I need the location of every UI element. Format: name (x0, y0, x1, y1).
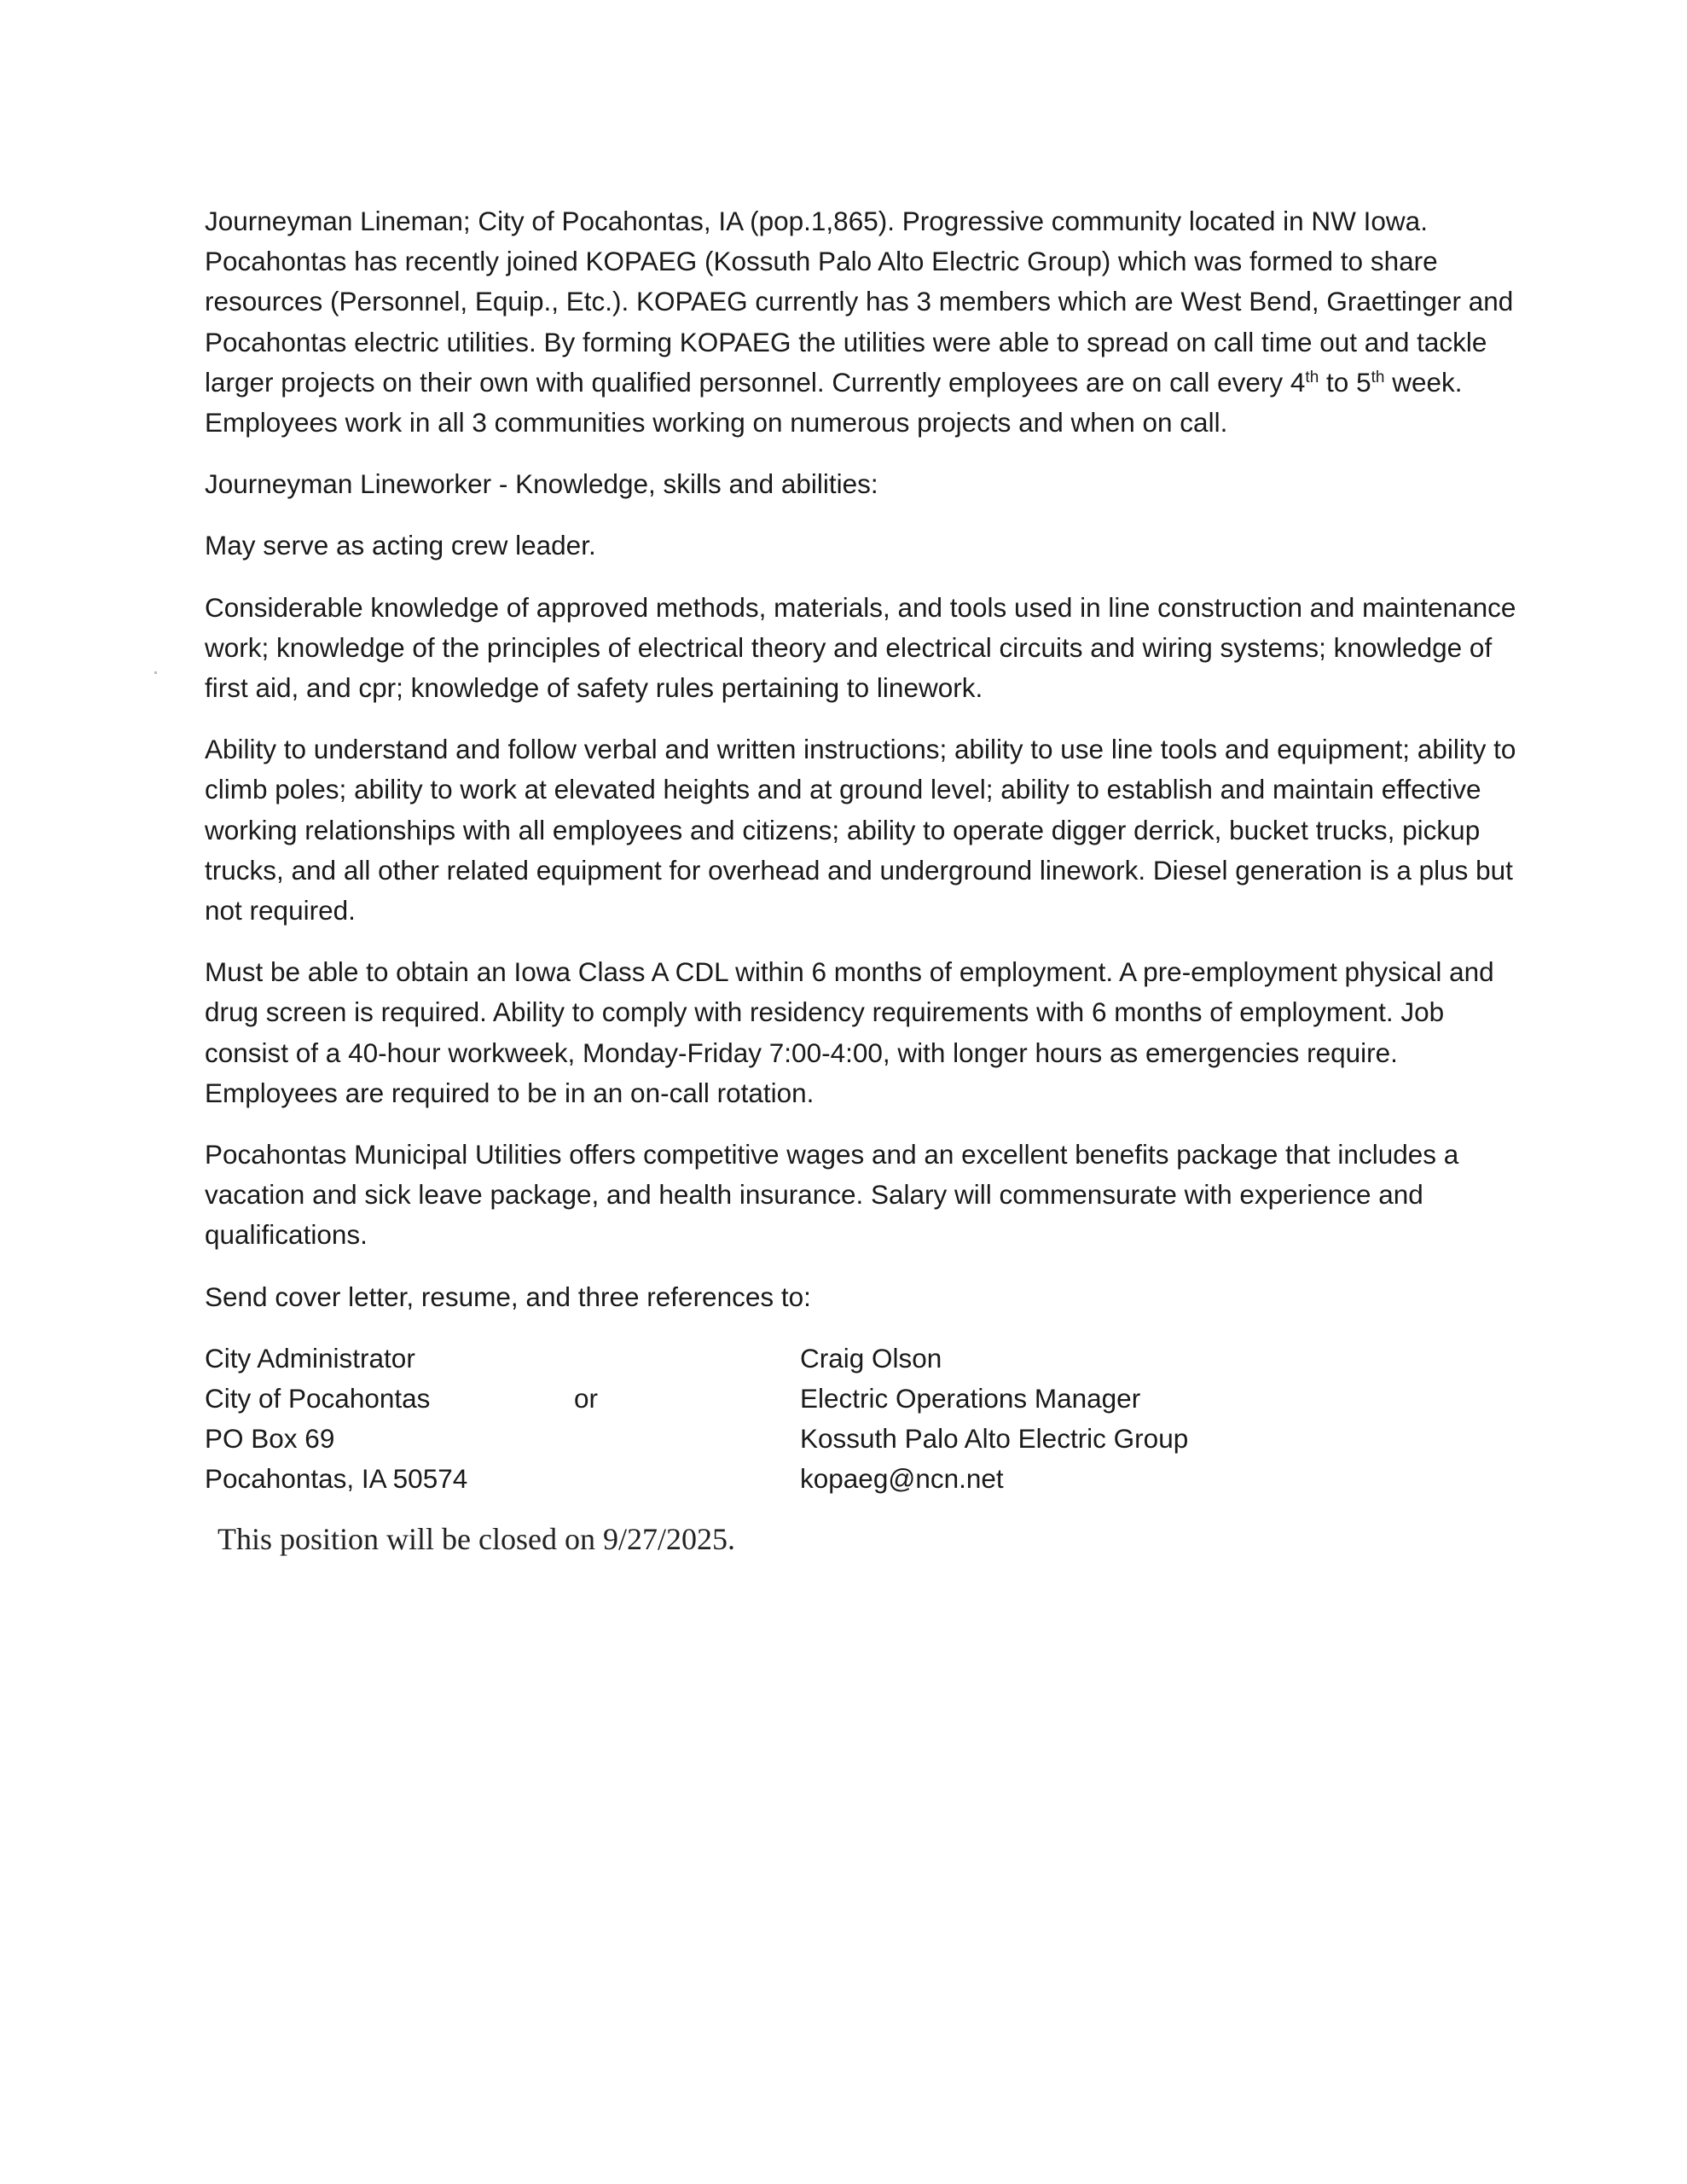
intro-paragraph (205, 201, 1518, 443)
section-heading: Journeyman Lineworker - Knowledge, skills and abilities: (205, 468, 878, 500)
contact-email[interactable]: kopaeg@ncn.net (800, 1463, 1004, 1495)
intro-superscript-2: th (1371, 368, 1385, 386)
contact-block (205, 1339, 1518, 1501)
scan-speck (154, 671, 157, 674)
paragraph-abilities: Ability to understand and follow verbal and written instructions; ability to use line tools and equipment; ability to climb poles; ability to work at elevated heights and at ground level; ability to establish and maintain effective working relationships with all employees and citizens; ability to operate digger derrick, bucket trucks, pickup trucks, and all other related equipment for overhead and underground linework. Diesel generation is a plus but not required. (205, 734, 1516, 926)
intro-superscript-1: th (1305, 368, 1319, 386)
contact-line: PO Box 69 (205, 1423, 335, 1455)
document-body (205, 201, 1518, 1501)
paragraph-knowledge: Considerable knowledge of approved methods, materials, and tools used in line construction and maintenance work; knowledge of the principles of electrical theory and electrical circuits and wiring systems; knowledge of first aid, and cpr; knowledge of safety rules pertaining to linework. (205, 591, 1516, 704)
intro-text-2: week. Employees work in all 3 communities working on numerous projects and when on call. (205, 366, 1463, 439)
contact-line: Kossuth Palo Alto Electric Group (800, 1423, 1189, 1455)
intro-text-mid: to (1319, 366, 1357, 398)
contact-line: Craig Olson (800, 1342, 942, 1374)
intro-text-1: Journeyman Lineman; City of Pocahontas, IA (pop.1,865). Progressive community located in NW Iowa. Pocahontas has recently joined KOPAEG (Kossuth Palo Alto Electric Group) which was formed to share resources (Personnel, Equip., Etc.). KOPAEG currently has 3 members which are West Bend, Graettinger and Pocahontas electric utilities. By forming KOPAEG the utilities were able to spread on call time out and tackle larger projects on their own with qualified personnel. Currently employees are on call every (205, 206, 1514, 398)
intro-num-1: 4 (1290, 366, 1306, 398)
paragraph-benefits: Pocahontas Municipal Utilities offers competitive wages and an excellent benefits package that includes a vacation and sick leave package, and health insurance. Salary will commensurate with experience and qualifications. (205, 1139, 1459, 1251)
contact-line: City of Pocahontas (205, 1383, 431, 1414)
contact-separator: or (574, 1382, 599, 1414)
closing-date-note: This position will be closed on 9/27/2025. (217, 1522, 735, 1556)
contact-city-administrator (205, 1339, 467, 1500)
paragraph-requirements: Must be able to obtain an Iowa Class A CDL within 6 months of employment. A pre-employment physical and drug screen is required. Ability to comply with residency requirements with 6 months of employment. Job consist of a 40-hour workweek, Monday-Friday 7:00-4:00, with longer hours as emergencies require. Employees are required to be in an on-call rotation. (205, 956, 1494, 1108)
paragraph-crew-leader: May serve as acting crew leader. (205, 530, 596, 561)
intro-num-2: 5 (1356, 366, 1371, 398)
contact-electric-manager (800, 1339, 1188, 1500)
contact-line: City Administrator (205, 1342, 415, 1374)
contact-line: Pocahontas, IA 50574 (205, 1463, 468, 1495)
paragraph-send-instructions: Send cover letter, resume, and three references to: (205, 1281, 811, 1312)
contact-line: Electric Operations Manager (800, 1383, 1141, 1414)
